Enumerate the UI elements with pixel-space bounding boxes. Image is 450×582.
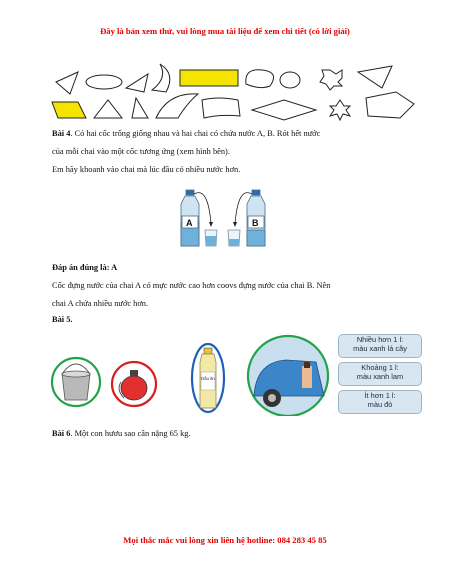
rhombus-shape (252, 100, 316, 120)
shapes-illustration (48, 60, 420, 122)
bai5-title: Bài 5. (52, 315, 73, 324)
bai4-line3: Em hãy khoanh vào chai mà lúc đầu có nhiều nước hơn. (52, 165, 241, 174)
bottle-a-label: A (186, 218, 193, 228)
bai6-title: Bài 6 (52, 429, 71, 438)
yellow-trapezoid (52, 102, 86, 118)
pentagon-shape (366, 92, 414, 118)
answer-title: Đáp án đúng là: A (52, 263, 118, 272)
preview-notice: Đây là bản xem thử, vui lòng mua tài liệu để xem chi tiết (có lời giải) (100, 26, 350, 36)
triangle-shape (132, 98, 148, 118)
triangle-shape (358, 66, 392, 88)
star-shape (330, 100, 350, 120)
bai4-title: Bài 4 (52, 129, 71, 138)
triangle-shape (126, 74, 148, 92)
label-less-than-1l: Ít hơn 1 l: màu đỏ (338, 390, 422, 414)
label-about-1l: Khoảng 1 l: màu xanh lam (338, 362, 422, 386)
oval-shape (246, 70, 274, 88)
ellipse-shape (86, 75, 122, 89)
rounded-rectangle (202, 98, 240, 118)
crescent-shape (152, 64, 170, 92)
cup-a (205, 230, 217, 246)
explain-line1: Cốc đựng nước của chai A có mực nước cao hơn coovs đựng nước của chai B. Nên (52, 281, 331, 290)
triangle-shape (94, 100, 122, 118)
oil-bottle-label: Dầu ăn (201, 376, 215, 381)
bottle-b-label: B (252, 218, 259, 228)
bai6-line: Bài 6. Một con hươu sao cân nặng 65 kg. (52, 429, 191, 438)
arrow-head-icon (233, 222, 237, 227)
bai4-line2: của mỗi chai vào một cốc tương ứng (xem hình bên). (52, 147, 230, 156)
bai4-line1: Bài 4. Có hai cốc trống giống nhau và hai chai có chứa nước A, B. Rót hết nước (52, 129, 321, 138)
arrow-head-icon (209, 222, 213, 227)
label-more-than-1l: Nhiều hơn 1 l: màu xanh lá cây (338, 334, 422, 358)
bottles-cups-illustration (180, 188, 280, 250)
ellipse-shape (280, 72, 300, 88)
yellow-rectangle (180, 70, 238, 86)
star-shape (320, 70, 342, 90)
hotline-footer: Mọi thắc mắc vui lòng xin liên hệ hotline: 084 283 45 85 (123, 535, 327, 545)
arch-shape (156, 94, 198, 118)
explain-line2: chai A chứa nhiều nước hơn. (52, 299, 149, 308)
cup-b (228, 230, 240, 246)
triangle-shape (56, 72, 78, 94)
